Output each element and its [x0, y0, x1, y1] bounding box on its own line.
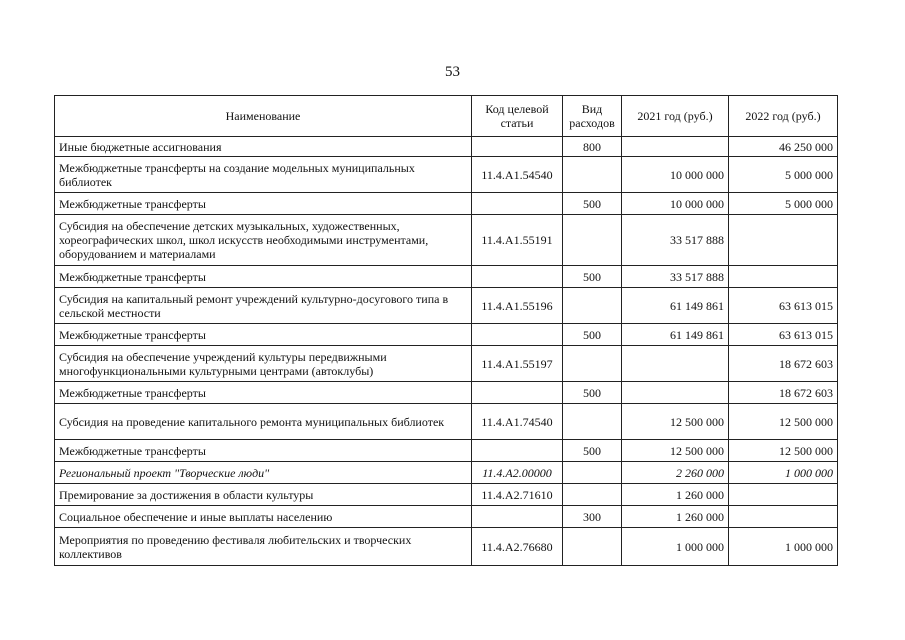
table-row: [55, 440, 838, 462]
cell-vid: 500: [563, 440, 622, 462]
cell-vid: [563, 157, 622, 193]
cell-2021: 12 500 000: [622, 404, 729, 440]
cell-code: 11.4.А1.55191: [472, 215, 563, 266]
cell-name: Мероприятия по проведению фестиваля любительских и творческих коллективов: [55, 528, 472, 566]
cell-name: Субсидия на обеспечение учреждений культуры передвижными многофункциональными культурными центрами (автоклубы): [55, 346, 472, 382]
cell-name: Субсидия на обеспечение детских музыкальных, художественных, хореографических школ, школ искусств необходимыми инструментами, оборудованием и материалами: [55, 215, 472, 266]
cell-name: Межбюджетные трансферты на создание модельных муниципальных библиотек: [55, 157, 472, 193]
cell-2021: [622, 137, 729, 157]
table-row: [55, 288, 838, 324]
cell-name: Межбюджетные трансферты: [55, 324, 472, 346]
cell-2021: 1 260 000: [622, 484, 729, 506]
cell-name: Субсидия на капитальный ремонт учреждений культурно-досугового типа в сельской местности: [55, 288, 472, 324]
cell-name: Региональный проект "Творческие люди": [55, 462, 472, 484]
cell-vid: [563, 288, 622, 324]
cell-vid: 300: [563, 506, 622, 528]
header-vid: Вид расходов: [563, 96, 622, 137]
cell-code: [472, 266, 563, 288]
cell-2022: [729, 215, 838, 266]
cell-name: Межбюджетные трансферты: [55, 266, 472, 288]
cell-code: [472, 440, 563, 462]
cell-2022: 1 000 000: [729, 528, 838, 566]
cell-2021: 33 517 888: [622, 266, 729, 288]
table-row: [55, 157, 838, 193]
table-row: [55, 506, 838, 528]
header-2021: 2021 год (руб.): [622, 96, 729, 137]
cell-code: [472, 506, 563, 528]
cell-vid: [563, 484, 622, 506]
table-header-row: [55, 96, 838, 137]
cell-code: 11.4.А1.55196: [472, 288, 563, 324]
header-name: Наименование: [55, 96, 472, 137]
table-row: [55, 528, 838, 566]
cell-2021: [622, 346, 729, 382]
cell-code: 11.4.А1.74540: [472, 404, 563, 440]
cell-2022: [729, 506, 838, 528]
cell-2021: [622, 382, 729, 404]
table-row: [55, 382, 838, 404]
cell-name: Межбюджетные трансферты: [55, 193, 472, 215]
page-number: 53: [445, 64, 460, 80]
cell-name: Иные бюджетные ассигнования: [55, 137, 472, 157]
cell-2022: 12 500 000: [729, 404, 838, 440]
cell-2022: 63 613 015: [729, 288, 838, 324]
cell-2022: 63 613 015: [729, 324, 838, 346]
cell-2022: 1 000 000: [729, 462, 838, 484]
cell-2022: 18 672 603: [729, 382, 838, 404]
table-row: [55, 266, 838, 288]
cell-2021: 2 260 000: [622, 462, 729, 484]
cell-name: Социальное обеспечение и иные выплаты населению: [55, 506, 472, 528]
cell-vid: 800: [563, 137, 622, 157]
table-row: [55, 215, 838, 266]
cell-name: Межбюджетные трансферты: [55, 440, 472, 462]
cell-vid: [563, 462, 622, 484]
cell-2022: [729, 266, 838, 288]
table-row: [55, 193, 838, 215]
cell-2021: 12 500 000: [622, 440, 729, 462]
cell-code: 11.4.А2.00000: [472, 462, 563, 484]
table-row: [55, 324, 838, 346]
cell-vid: 500: [563, 193, 622, 215]
table-row: [55, 484, 838, 506]
table-row: [55, 346, 838, 382]
cell-code: [472, 137, 563, 157]
cell-code: 11.4.А1.54540: [472, 157, 563, 193]
cell-2022: 5 000 000: [729, 193, 838, 215]
cell-2021: 10 000 000: [622, 193, 729, 215]
cell-code: 11.4.А1.55197: [472, 346, 563, 382]
cell-2021: 33 517 888: [622, 215, 729, 266]
cell-name: Межбюджетные трансферты: [55, 382, 472, 404]
cell-name: Премирование за достижения в области культуры: [55, 484, 472, 506]
cell-vid: 500: [563, 382, 622, 404]
header-2022: 2022 год (руб.): [729, 96, 838, 137]
header-code: Код целевой статьи: [472, 96, 563, 137]
cell-2022: 46 250 000: [729, 137, 838, 157]
cell-vid: [563, 346, 622, 382]
cell-vid: 500: [563, 324, 622, 346]
cell-2021: 61 149 861: [622, 288, 729, 324]
cell-2022: 5 000 000: [729, 157, 838, 193]
cell-2022: [729, 484, 838, 506]
cell-vid: [563, 528, 622, 566]
cell-code: [472, 193, 563, 215]
cell-2022: 12 500 000: [729, 440, 838, 462]
table-row: [55, 462, 838, 484]
cell-2022: 18 672 603: [729, 346, 838, 382]
cell-code: 11.4.А2.71610: [472, 484, 563, 506]
table-body: [55, 137, 838, 566]
cell-name: Субсидия на проведение капитального ремонта муниципальных библиотек: [55, 404, 472, 440]
table-row: [55, 404, 838, 440]
cell-2021: 10 000 000: [622, 157, 729, 193]
cell-vid: 500: [563, 266, 622, 288]
budget-table: [54, 95, 838, 566]
cell-code: 11.4.А2.76680: [472, 528, 563, 566]
cell-2021: 1 000 000: [622, 528, 729, 566]
cell-vid: [563, 404, 622, 440]
cell-2021: 1 260 000: [622, 506, 729, 528]
cell-vid: [563, 215, 622, 266]
cell-code: [472, 324, 563, 346]
table-row: [55, 137, 838, 157]
cell-2021: 61 149 861: [622, 324, 729, 346]
cell-code: [472, 382, 563, 404]
